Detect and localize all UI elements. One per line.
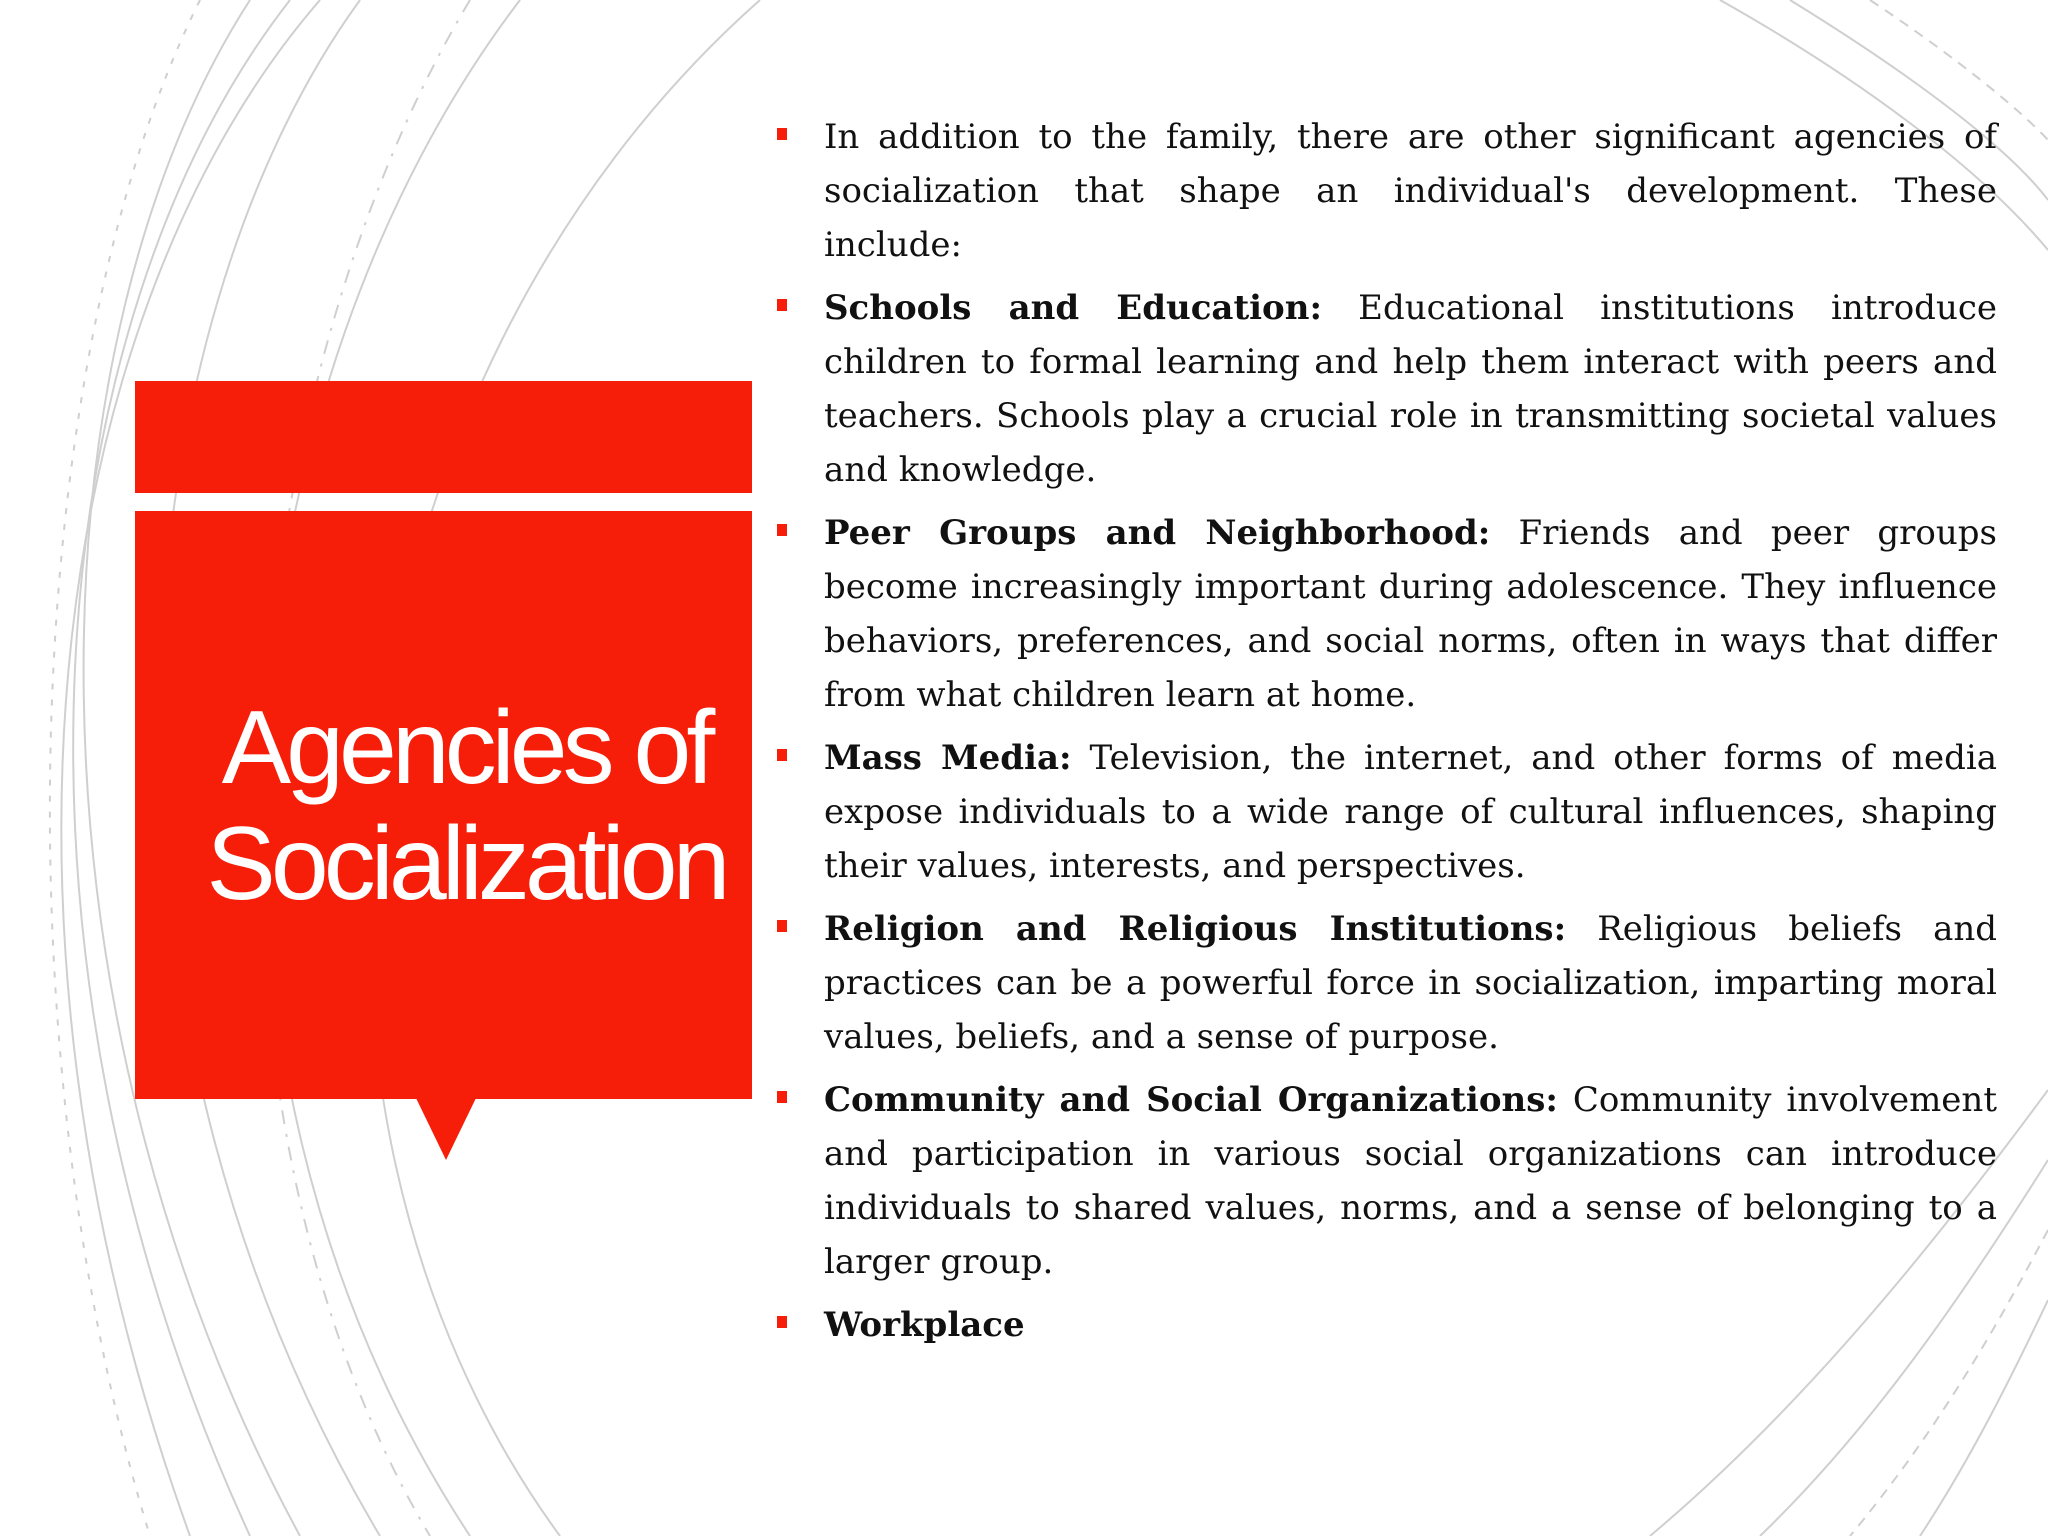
- bullet-text: In addition to the family, there are other significant agencies of socialization that shape an individual's development. These include:: [824, 117, 1997, 265]
- title-accent-bar: [135, 381, 752, 493]
- bullet-item: [772, 731, 1997, 893]
- bullet-item: [772, 506, 1997, 722]
- slide-title-line: Socialization: [206, 806, 726, 922]
- slide-title-line: Agencies of: [221, 690, 711, 806]
- square-bullet-icon: [777, 1316, 787, 1328]
- bullet-text: Television, the internet, and other forms of media expose individuals to a wide range of cultural influences, shaping their values, interests, and perspectives.: [824, 738, 1997, 886]
- bullet-text: Community involvement and participation in various social organizations can introduce individuals to shared values, norms, and a sense of belonging to a larger group.: [824, 1080, 1997, 1282]
- title-callout-pointer: [416, 1098, 476, 1160]
- bullet-term: Peer Groups and Neighborhood:: [824, 513, 1491, 553]
- bullet-item: [772, 281, 1997, 497]
- square-bullet-icon: [777, 299, 787, 311]
- square-bullet-icon: [777, 128, 787, 140]
- square-bullet-icon: [777, 920, 787, 932]
- bullet-item: [772, 902, 1997, 1064]
- bullet-item: [772, 1298, 1997, 1352]
- bullet-text: Friends and peer groups become increasingly important during adolescence. They influence behaviors, preferences, and social norms, often in ways that differ from what children learn at home.: [824, 513, 1997, 715]
- bullet-item: [772, 110, 1997, 272]
- bullet-term: Mass Media:: [824, 738, 1072, 778]
- bullet-item: [772, 1073, 1997, 1289]
- bullet-text: Educational institutions introduce children to formal learning and help them interact with peers and teachers. Schools play a crucial role in transmitting societal values and knowledge.: [824, 288, 1998, 490]
- bullet-term: Schools and Education:: [824, 288, 1323, 328]
- bullet-term: Workplace: [824, 1305, 1025, 1345]
- square-bullet-icon: [777, 1091, 787, 1103]
- bullet-list: [772, 110, 1997, 1361]
- bullet-term: Community and Social Organizations:: [824, 1080, 1558, 1120]
- bullet-term: Religion and Religious Institutions:: [824, 909, 1567, 949]
- square-bullet-icon: [777, 749, 787, 761]
- slide-title: [140, 690, 792, 922]
- bullet-text: Religious beliefs and practices can be a powerful force in socialization, imparting moral values, beliefs, and a sense of purpose.: [824, 909, 1997, 1057]
- square-bullet-icon: [777, 524, 787, 536]
